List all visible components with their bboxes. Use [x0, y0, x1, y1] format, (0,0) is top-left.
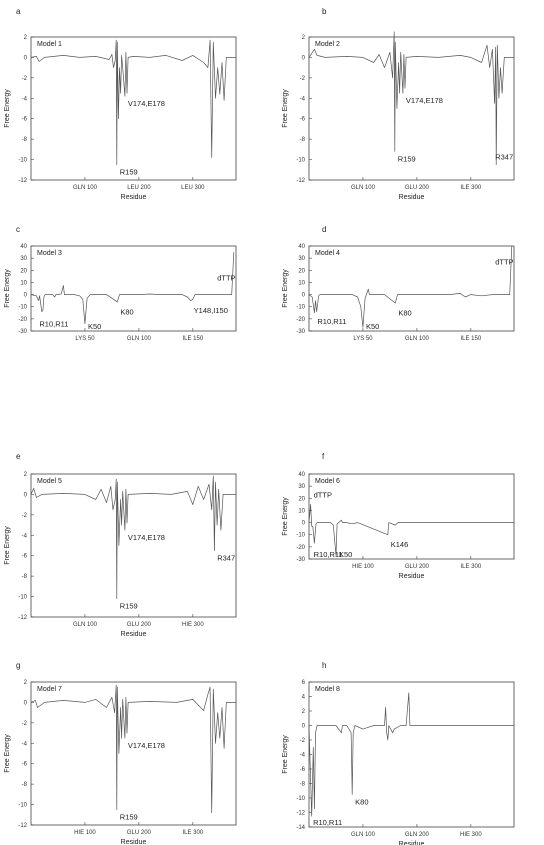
x-tick-label: GLN 100: [72, 622, 97, 628]
y-tick-label: 0: [301, 55, 305, 62]
y-tick-label: 2: [23, 472, 27, 478]
y-tick-label: 30: [298, 484, 305, 491]
peak-annotation: K80: [120, 307, 134, 317]
y-tick-label: -6: [21, 116, 27, 123]
y-tick-label: 2: [23, 680, 27, 686]
model-label: Model 5: [37, 478, 62, 485]
plot-frame: [31, 37, 236, 180]
chart-panel-c: [4, 225, 236, 342]
plot-frame: [309, 474, 514, 559]
y-tick-label: -8: [21, 574, 27, 581]
peak-annotation: R347: [217, 553, 236, 563]
chart-panel-f: [282, 452, 514, 580]
y-tick-label: 40: [20, 244, 27, 250]
x-tick-label: GLN 200: [404, 832, 429, 838]
x-tick-label: ILE 300: [182, 830, 204, 836]
peak-annotation: R159: [397, 154, 416, 164]
free-energy-trace: [309, 693, 514, 816]
model-label: Model 4: [315, 250, 340, 257]
y-tick-label: -12: [18, 178, 27, 184]
y-tick-label: -2: [21, 512, 27, 519]
x-tick-label: LEU 300: [181, 185, 205, 191]
x-tick-label: LYS 50: [353, 336, 373, 342]
y-tick-label: -10: [296, 304, 305, 311]
y-tick-label: -4: [21, 741, 27, 748]
x-tick-label: GLN 100: [350, 832, 375, 838]
y-tick-label: -30: [296, 329, 305, 335]
y-tick-label: 40: [298, 472, 305, 478]
peak-annotation: K80: [398, 308, 412, 318]
y-tick-label: 2: [23, 35, 27, 41]
x-tick-label: ILE 300: [460, 564, 482, 570]
x-axis-title: Residue: [120, 839, 147, 845]
x-tick-label: HIE 300: [181, 622, 204, 628]
y-tick-label: -6: [299, 767, 305, 773]
x-tick-label: ILE 150: [182, 336, 204, 342]
y-tick-label: -2: [21, 75, 27, 82]
y-tick-label: -10: [18, 157, 27, 164]
y-tick-label: -6: [21, 761, 27, 768]
model-label: Model 2: [315, 41, 340, 48]
y-tick-label: -20: [296, 544, 305, 551]
y-axis-title: Free Energy: [4, 526, 11, 565]
y-tick-label: -12: [296, 178, 305, 184]
x-tick-label: GLN 100: [126, 336, 151, 342]
y-tick-label: -4: [299, 752, 305, 759]
y-tick-label: -4: [21, 96, 27, 103]
peak-annotation: V174,E178: [127, 741, 165, 751]
peak-annotation: R159: [119, 601, 138, 611]
peak-annotation: K50: [365, 322, 380, 331]
y-tick-label: -6: [299, 116, 305, 123]
x-tick-label: GLN 100: [404, 336, 429, 342]
peak-annotation: K146: [390, 540, 409, 550]
y-tick-label: -4: [21, 533, 27, 540]
y-tick-label: 2: [301, 35, 305, 41]
y-tick-label: -14: [296, 825, 305, 831]
model-label: Model 3: [37, 250, 62, 257]
x-tick-label: LEU 200: [127, 185, 151, 191]
panel-letter: b: [322, 7, 327, 16]
peak-annotation: R347: [495, 152, 514, 162]
peak-annotation: dTTP: [495, 257, 514, 267]
y-tick-label: -10: [296, 532, 305, 539]
peak-annotation: K50: [338, 549, 353, 559]
y-tick-label: 6: [301, 680, 305, 686]
peak-annotation: K80: [355, 797, 369, 807]
y-tick-label: -10: [18, 802, 27, 809]
x-tick-label: ILE 300: [460, 185, 482, 191]
x-tick-label: GLU 200: [404, 564, 429, 570]
y-tick-label: 0: [23, 492, 27, 499]
y-tick-label: 10: [20, 280, 27, 287]
y-tick-label: -8: [21, 137, 27, 144]
y-tick-label: -30: [18, 329, 27, 335]
y-axis-title: Free Energy: [282, 89, 289, 128]
peak-annotation: R10,R11: [39, 319, 69, 329]
plot-frame: [309, 682, 514, 827]
y-tick-label: 20: [298, 496, 305, 503]
peak-annotation: Y148,I150: [193, 306, 228, 316]
panel-letter: f: [322, 452, 325, 461]
y-tick-label: -12: [18, 615, 27, 621]
x-tick-label: GLU 200: [404, 185, 429, 191]
peak-annotation: K50: [87, 322, 102, 331]
panel-letter: a: [16, 7, 21, 16]
y-tick-label: -8: [299, 137, 305, 144]
model-label: Model 1: [37, 41, 62, 48]
y-tick-label: -6: [21, 553, 27, 560]
y-tick-label: -4: [299, 96, 305, 103]
chart-panel-h: [282, 661, 514, 845]
peak-annotation: V174,E178: [127, 533, 165, 543]
y-tick-label: 0: [301, 723, 305, 730]
y-tick-label: -30: [296, 557, 305, 563]
x-axis-title: Residue: [398, 573, 425, 580]
y-tick-label: 10: [298, 280, 305, 287]
chart-panel-e: [4, 452, 236, 638]
chart-panel-d: [282, 225, 514, 342]
peak-annotation: dTTP: [217, 273, 236, 283]
y-tick-label: 0: [301, 520, 305, 527]
x-axis-title: Residue: [398, 194, 425, 201]
peak-annotation: dTTP: [313, 490, 332, 500]
peak-annotation: V174,E178: [405, 96, 443, 106]
y-tick-label: -10: [18, 594, 27, 601]
y-tick-label: 0: [23, 700, 27, 707]
x-tick-label: ILE 150: [460, 336, 482, 342]
y-tick-label: -20: [296, 316, 305, 323]
y-tick-label: -2: [299, 738, 305, 744]
y-axis-title: Free Energy: [4, 269, 11, 308]
y-tick-label: -20: [18, 316, 27, 323]
x-axis-title: Residue: [120, 631, 147, 638]
y-tick-label: 20: [20, 268, 27, 275]
y-tick-label: 20: [298, 268, 305, 275]
x-tick-label: HIE 300: [459, 832, 482, 838]
x-tick-label: LYS 50: [75, 336, 95, 342]
y-axis-title: Free Energy: [4, 734, 11, 773]
x-tick-label: GLU 200: [126, 830, 151, 836]
panel-letter: e: [16, 452, 21, 461]
peak-annotation: R159: [119, 812, 138, 822]
y-axis-title: Free Energy: [282, 269, 289, 308]
peak-annotation: R10,R11: [313, 818, 343, 827]
chart-panel-b: [282, 7, 514, 201]
x-tick-label: GLN 100: [350, 185, 375, 191]
y-tick-label: -8: [21, 782, 27, 789]
y-tick-label: 0: [23, 292, 27, 299]
y-tick-label: 30: [20, 256, 27, 263]
peak-annotation: R10,R11: [317, 317, 347, 326]
y-tick-label: 40: [298, 244, 305, 250]
model-label: Model 7: [37, 686, 62, 693]
y-axis-title: Free Energy: [4, 89, 11, 128]
y-axis-title: Free Energy: [282, 497, 289, 536]
y-tick-label: -10: [296, 157, 305, 164]
plot-frame: [31, 246, 236, 331]
model-label: Model 8: [315, 686, 340, 693]
y-tick-label: -10: [18, 304, 27, 311]
y-tick-label: 10: [298, 508, 305, 515]
x-axis-title: Residue: [398, 841, 425, 845]
panel-letter: c: [16, 225, 20, 234]
model-label: Model 6: [315, 478, 340, 485]
y-tick-label: 2: [301, 709, 305, 715]
y-tick-label: -8: [299, 781, 305, 788]
y-tick-label: -2: [21, 720, 27, 727]
x-tick-label: GLN 100: [72, 185, 97, 191]
free-energy-trace: [309, 504, 514, 555]
y-tick-label: 30: [298, 256, 305, 263]
panel-letter: g: [16, 661, 21, 670]
y-tick-label: 4: [301, 694, 305, 701]
peak-annotation: R10,R11: [313, 550, 343, 559]
y-tick-label: 0: [301, 292, 305, 299]
chart-panel-a: [4, 7, 236, 201]
chart-panel-g: [4, 661, 236, 845]
y-tick-label: -10: [296, 796, 305, 802]
y-axis-title: Free Energy: [282, 735, 289, 774]
peak-annotation: V174,E178: [127, 99, 165, 109]
peak-annotation: R159: [119, 167, 138, 177]
x-tick-label: HIE 100: [74, 830, 96, 836]
y-tick-label: 0: [23, 55, 27, 62]
x-axis-title: Residue: [120, 194, 147, 201]
x-tick-label: HIE 100: [352, 564, 374, 570]
y-tick-label: -12: [296, 810, 305, 817]
x-tick-label: GLU 200: [126, 622, 151, 628]
panel-letter: d: [322, 225, 327, 234]
y-tick-label: -2: [299, 75, 305, 82]
y-tick-label: -12: [18, 823, 27, 829]
panel-letter: h: [322, 661, 327, 670]
